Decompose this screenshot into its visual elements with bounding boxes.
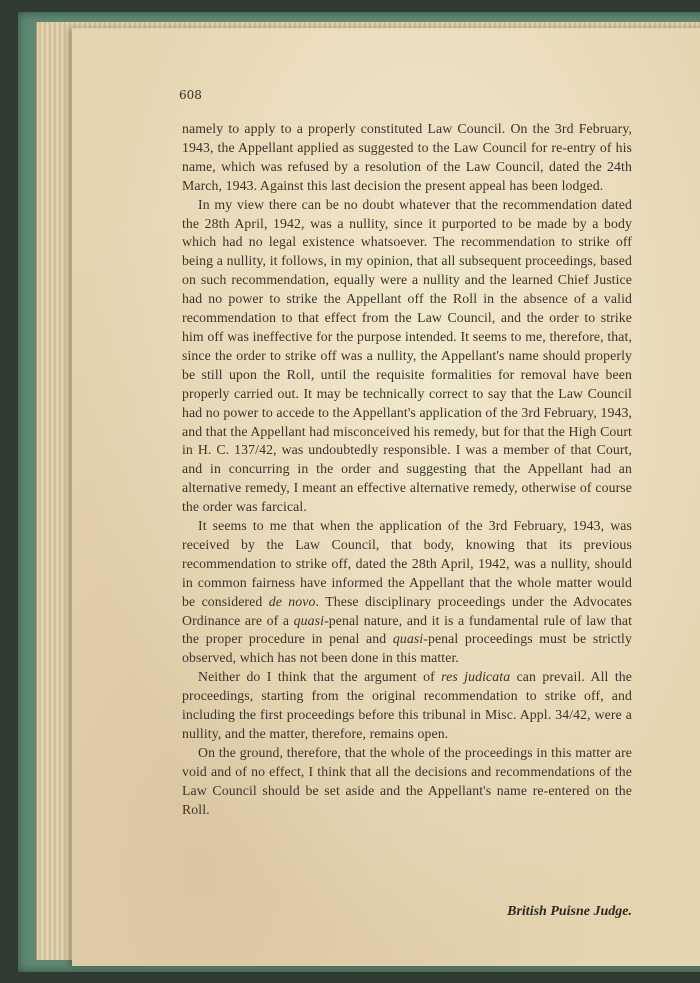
paragraph-4	[182, 668, 632, 744]
page-number: 608	[179, 88, 202, 102]
text-run: -penal nature, and it is a fundamental rule of law that the proper procedure in penal and	[182, 612, 632, 647]
text-run: In my view there can be no doubt whatever that the recommendation dated the 28th April, 1942, was a nullity, since it purported to be made by a body which had no legal existence whatsoever. The recommendation to strike off being a nullity, it follows, in my opinion, that all subsequent proceedings, based on such recommendation, equally were a nullity and the learned Chief Justice had no power to strike the Appellant off the Roll in the absence of a valid recommendation to that effect from the Law Council, and the order to strike him off was ineffective for the purpose intended. It seems to me, therefore, that, since the order to strike off was a nullity, the Appellant's name should properly be still upon the Roll, until the requisite formalities for removal have been properly carried out. It may be technically correct to say that the Law Council had no power to accede to the Appellant's application of the 3rd February, 1943, and that the Appellant had misconceived his remedy, but for that the High Court in H. C. 137/42, was undoubtedly responsible. I was a member of that Court, and in concurring in the order and suggesting that the Appellant had an alternative remedy, I meant an effective alternative remedy, otherwise of course the order was farcical.	[182, 196, 632, 515]
italic-term: quasi	[392, 631, 424, 647]
text-run: can prevail. All the proceedings, starting from the original recommendation to strike off, and including the first proceedings before this tribunal in Misc. Appl. 34/42, were a nullity, and the matter, therefore, remains open.	[182, 669, 632, 741]
paragraph-5	[182, 744, 632, 820]
text-run: It seems to me that when the application of the 3rd February, 1943, was received by the Law Council, that body, knowing that its previous recommendation to strike off, dated the 28th April, 1942, was a nullity, should in common fairness have informed the Appellant that the whole matter would be considered	[182, 518, 632, 609]
italic-term: res judicata	[441, 669, 511, 685]
signature: British Puisne Judge.	[507, 904, 632, 919]
text-run: namely to apply to a properly constituted Law Council. On the 3rd February, 1943, the Appellant applied as suggested to the Law Council for re-entry of his name, which was refused by a resolution of the Law Council, dated the 24th March, 1943. Against this last decision the present appeal has been lodged.	[182, 121, 632, 193]
italic-term: quasi	[293, 612, 325, 628]
text-run: -penal proceedings must be strictly observed, which has not been done in this matter.	[182, 631, 632, 666]
judgment-text	[182, 120, 632, 820]
text-run: On the ground, therefore, that the whole of the proceedings in this matter are void and of no effect, I think that all the decisions and recommendations of the Law Council should be set aside and the Appellant's name re-entered on the Roll.	[182, 744, 632, 817]
text-run: . These disciplinary proceedings under the Advocates Ordinance are of a	[182, 593, 632, 628]
paragraph-1	[182, 120, 632, 196]
paragraph-3	[182, 517, 632, 668]
paragraph-2	[182, 196, 632, 517]
text-run: Neither do I think that the argument of	[198, 669, 442, 685]
italic-term: de novo	[268, 593, 316, 609]
